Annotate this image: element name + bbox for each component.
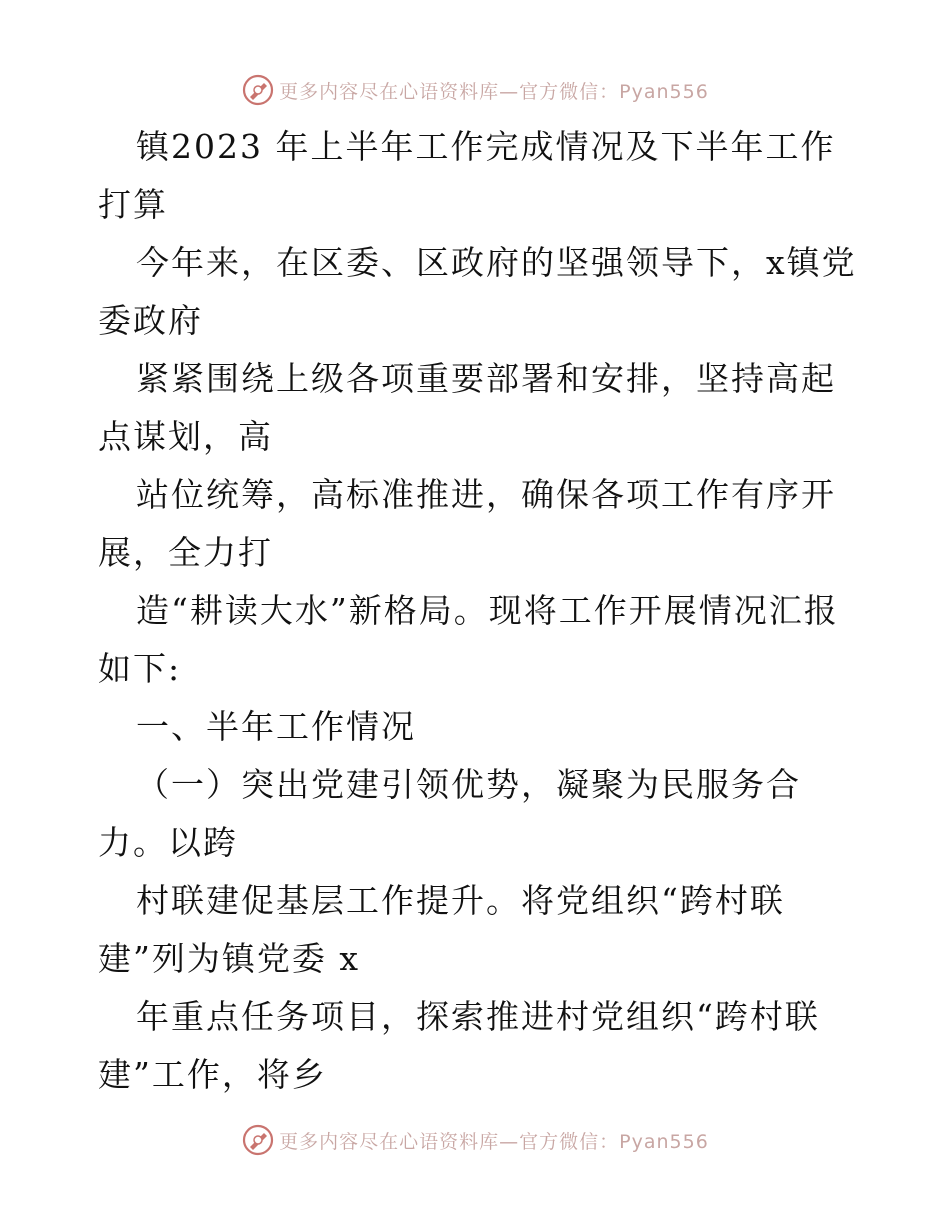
pen-logo-icon [241, 73, 275, 107]
paragraph-line: 站位统筹，高标准推进，确保各项工作有序开展，全力打 [98, 475, 836, 572]
paragraph-line: 造“耕读大水”新格局。现将工作开展情况汇报如下: [98, 591, 839, 688]
paragraph-line: 年重点任务项目，探索推进村党组织“跨村联建”工作，将乡 [98, 997, 820, 1094]
paragraph-line: 今年来，在区委、区政府的坚强领导下，x镇党委政府 [98, 243, 857, 340]
footer-watermark-banner [0, 1120, 950, 1160]
pen-logo-icon [241, 1123, 275, 1157]
document-title: 镇2023 年上半年工作完成情况及下半年工作打算 [98, 127, 836, 224]
footer-watermark-text: 更多内容尽在心语资料库—官方微信：Pyan556 [279, 1130, 709, 1153]
header-watermark-banner [0, 70, 950, 110]
paragraph-line: 村联建促基层工作提升。将党组织“跨村联建”列为镇党委 x [98, 881, 785, 978]
paragraph-line: 紧紧围绕上级各项重要部署和安排，坚持高起点谋划，高 [98, 359, 836, 456]
subsection-heading: （一）突出党建引领优势，凝聚为民服务合力。以跨 [98, 765, 801, 862]
document-body [98, 118, 858, 1104]
header-watermark-text: 更多内容尽在心语资料库—官方微信：Pyan556 [279, 80, 709, 103]
section-heading: 一、半年工作情况 [136, 707, 416, 746]
